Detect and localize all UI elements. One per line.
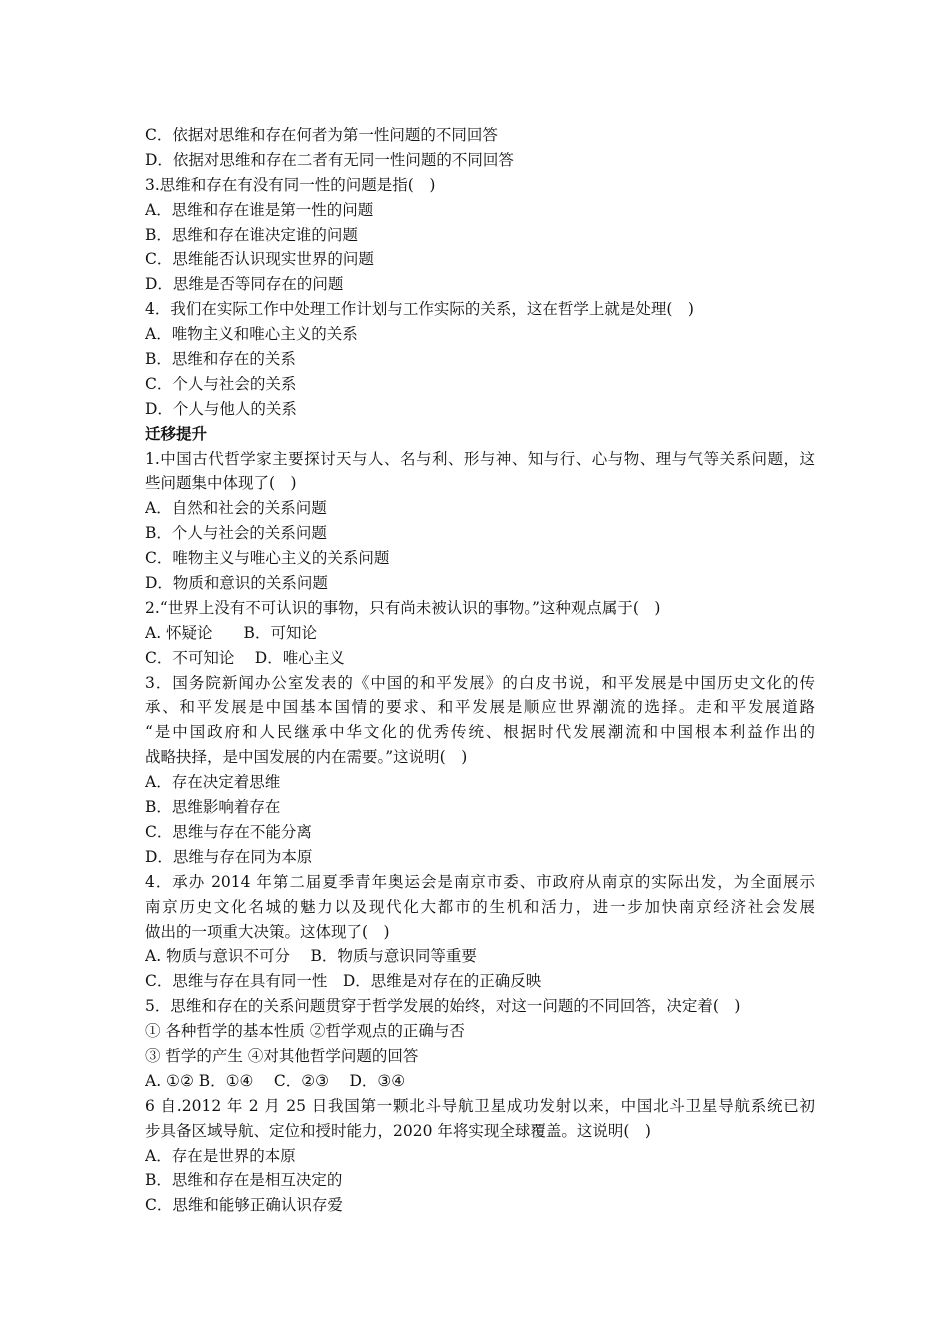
- option-line: B．思维影响着存在: [145, 798, 281, 817]
- question-text: 南京历史文化名城的魅力以及现代化大都市的生机和活力，进一步加快南京经济社会发展: [145, 897, 815, 916]
- option-line: D．思维与存在同为本原: [145, 847, 313, 866]
- option-line: A．自然和社会的关系问题: [145, 499, 327, 518]
- question-text: 战略抉择，是中国发展的内在需要。”这说明( ): [145, 748, 468, 767]
- option-line: C．唯物主义与唯心主义的关系问题: [145, 549, 390, 568]
- option-line: D．个人与他人的关系: [145, 399, 297, 418]
- statement-line: ① 各种哲学的基本性质 ②哲学观点的正确与否: [145, 1022, 465, 1041]
- option-line: C．不可知论 D．唯心主义: [145, 648, 345, 667]
- question-text: 些问题集中体现了( ): [145, 474, 297, 493]
- option-line: A. 怀疑论 B．可知论: [145, 623, 317, 642]
- question-text: 3.思维和存在有没有同一性的问题是指( ): [145, 175, 436, 194]
- option-line: B．思维和存在的关系: [145, 350, 296, 369]
- option-line: A. 物质与意识不可分 B．物质与意识同等重要: [145, 947, 477, 966]
- option-line: A. ①② B．①④ C．②③ D．③④: [145, 1071, 406, 1090]
- option-line: C．思维能否认识现实世界的问题: [145, 250, 374, 269]
- option-line: D．思维是否等同存在的问题: [145, 275, 344, 294]
- question-text: 4．我们在实际工作中处理工作计划与工作实际的关系，这在哲学上就是处理( ): [145, 300, 694, 319]
- option-line: A．存在决定着思维: [145, 773, 281, 792]
- question-text: 1.中国古代哲学家主要探讨天与人、名与利、形与神、知与行、心与物、理与气等关系问题，这: [145, 449, 815, 468]
- option-line: A．思维和存在谁是第一性的问题: [145, 200, 374, 219]
- option-line: D．物质和意识的关系问题: [145, 574, 328, 593]
- option-line: A．存在是世界的本原: [145, 1146, 296, 1165]
- question-text: 3．国务院新闻办公室发表的《中国的和平发展》的白皮书说，和平发展是中国历史文化的传: [145, 673, 815, 692]
- text-line: D．依据对思维和存在二者有无同一性问题的不同回答: [145, 150, 514, 169]
- option-line: B．思维和存在是相互决定的: [145, 1171, 343, 1190]
- text-line: C．依据对思维和存在何者为第一性问题的不同回答: [145, 126, 498, 144]
- question-text: 做出的一项重大决策。这体现了( ): [145, 922, 390, 941]
- section-heading: 迁移提升: [145, 423, 208, 443]
- document-page: [145, 123, 815, 1218]
- option-line: A．唯物主义和唯心主义的关系: [145, 325, 358, 344]
- option-line: C．思维与存在不能分离: [145, 822, 312, 841]
- option-line: C．思维和能够正确认识存爱: [145, 1196, 343, 1215]
- question-text: 6 自.2012 年 2 月 25 日我国第一颗北斗导航卫星成功发射以来，中国北斗卫星导航系统已初: [145, 1096, 815, 1115]
- question-text: 4．承办 2014 年第二届夏季青年奥运会是南京市委、市政府从南京的实际出发，为全面展示: [145, 872, 815, 891]
- question-text: “是中国政府和人民继承中华文化的优秀传统、根据时代发展潮流和中国根本利益作出的: [145, 723, 815, 742]
- question-text: 承、和平发展是中国基本国情的要求、和平发展是顺应世界潮流的选择。走和平发展道路: [145, 698, 815, 717]
- question-text: 2.“世界上没有不可认识的事物，只有尚未被认识的事物。”这种观点属于( ): [145, 598, 661, 617]
- option-line: C．个人与社会的关系: [145, 374, 297, 393]
- option-line: B．思维和存在谁决定谁的问题: [145, 225, 358, 244]
- question-text: 5．思维和存在的关系问题贯穿于哲学发展的始终，对这一问题的不同回答，决定着( ): [145, 997, 741, 1016]
- option-line: B．个人与社会的关系问题: [145, 524, 327, 543]
- option-line: C．思维与存在具有同一性 D．思维是对存在的正确反映: [145, 972, 542, 991]
- statement-line: ③ 哲学的产生 ④对其他哲学问题的回答: [145, 1046, 419, 1065]
- question-text: 步具备区域导航、定位和授时能力，2020 年将实现全球覆盖。这说明( ): [145, 1121, 651, 1140]
